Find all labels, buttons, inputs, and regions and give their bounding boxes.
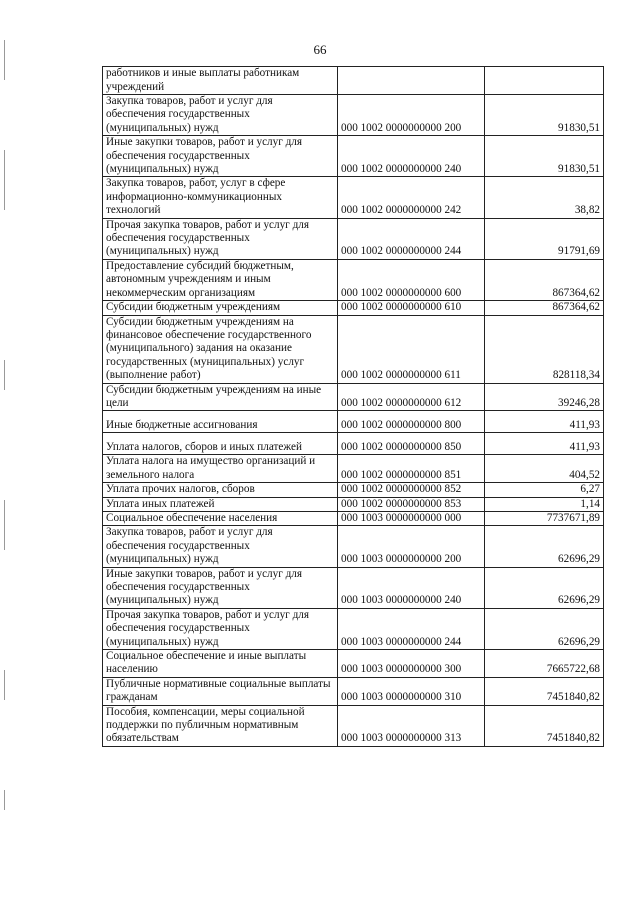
row-amount: 38,82 xyxy=(485,177,604,218)
table-row xyxy=(103,677,604,705)
table-row xyxy=(103,567,604,608)
row-code: 000 1002 0000000000 600 xyxy=(338,259,485,300)
table-row xyxy=(103,455,604,483)
table-row xyxy=(103,483,604,497)
table-row xyxy=(103,177,604,218)
row-amount: 7451840,82 xyxy=(485,677,604,705)
row-code: 000 1003 0000000000 300 xyxy=(338,650,485,678)
table-row xyxy=(103,315,604,383)
row-code: 000 1002 0000000000 242 xyxy=(338,177,485,218)
row-amount: 404,52 xyxy=(485,455,604,483)
row-amount: 7451840,82 xyxy=(485,705,604,746)
row-name: Уплата налогов, сборов и иных платежей xyxy=(103,433,338,455)
budget-table xyxy=(102,66,604,747)
row-code: 000 1003 0000000000 244 xyxy=(338,608,485,649)
row-amount: 62696,29 xyxy=(485,526,604,567)
row-name: Социальное обеспечение населения xyxy=(103,511,338,525)
row-name: Иные закупки товаров, работ и услуг для обеспечения государственных (муниципальных) нужд xyxy=(103,136,338,177)
table-row xyxy=(103,67,604,95)
row-name: Публичные нормативные социальные выплаты гражданам xyxy=(103,677,338,705)
row-amount xyxy=(485,67,604,95)
row-amount: 62696,29 xyxy=(485,608,604,649)
row-code: 000 1003 0000000000 200 xyxy=(338,526,485,567)
table-row xyxy=(103,259,604,300)
row-name: Субсидии бюджетным учреждениям на финансовое обеспечение государственного (муниципального) задания на оказание государственных (муниципальных) услуг (выполнение работ) xyxy=(103,315,338,383)
row-name: Прочая закупка товаров, работ и услуг для обеспечения государственных (муниципальных) нужд xyxy=(103,608,338,649)
table-row xyxy=(103,608,604,649)
row-amount: 39246,28 xyxy=(485,383,604,411)
budget-table-body xyxy=(103,67,604,747)
scan-margin-marks xyxy=(4,30,8,830)
row-code: 000 1002 0000000000 800 xyxy=(338,411,485,433)
row-code: 000 1002 0000000000 612 xyxy=(338,383,485,411)
table-row xyxy=(103,301,604,315)
table-row xyxy=(103,497,604,511)
row-amount: 411,93 xyxy=(485,433,604,455)
row-amount: 91830,51 xyxy=(485,95,604,136)
row-code: 000 1002 0000000000 850 xyxy=(338,433,485,455)
row-code: 000 1003 0000000000 313 xyxy=(338,705,485,746)
row-amount: 91830,51 xyxy=(485,136,604,177)
row-name: Предоставление субсидий бюджетным, автономным учреждениям и иным некоммерческим организациям xyxy=(103,259,338,300)
row-name: Закупка товаров, работ и услуг для обеспечения государственных (муниципальных) нужд xyxy=(103,95,338,136)
row-name: Уплата прочих налогов, сборов xyxy=(103,483,338,497)
row-amount: 7665722,68 xyxy=(485,650,604,678)
table-row xyxy=(103,383,604,411)
row-name: Иные закупки товаров, работ и услуг для обеспечения государственных (муниципальных) нужд xyxy=(103,567,338,608)
row-amount: 867364,62 xyxy=(485,301,604,315)
row-amount: 91791,69 xyxy=(485,218,604,259)
row-name: Субсидии бюджетным учреждениям xyxy=(103,301,338,315)
row-name: Прочая закупка товаров, работ и услуг для обеспечения государственных (муниципальных) нужд xyxy=(103,218,338,259)
row-name: Социальное обеспечение и иные выплаты населению xyxy=(103,650,338,678)
row-name: Пособия, компенсации, меры социальной поддержки по публичным нормативным обязательствам xyxy=(103,705,338,746)
row-code: 000 1003 0000000000 240 xyxy=(338,567,485,608)
table-row xyxy=(103,511,604,525)
row-code xyxy=(338,67,485,95)
table-row xyxy=(103,650,604,678)
row-code: 000 1002 0000000000 611 xyxy=(338,315,485,383)
table-row xyxy=(103,218,604,259)
row-name: Иные бюджетные ассигнования xyxy=(103,411,338,433)
row-code: 000 1002 0000000000 200 xyxy=(338,95,485,136)
row-code: 000 1002 0000000000 851 xyxy=(338,455,485,483)
row-amount: 867364,62 xyxy=(485,259,604,300)
row-name: Закупка товаров, работ и услуг для обеспечения государственных (муниципальных) нужд xyxy=(103,526,338,567)
table-row xyxy=(103,411,604,433)
row-amount: 1,14 xyxy=(485,497,604,511)
row-code: 000 1002 0000000000 610 xyxy=(338,301,485,315)
row-amount: 7737671,89 xyxy=(485,511,604,525)
row-amount: 828118,34 xyxy=(485,315,604,383)
table-row xyxy=(103,136,604,177)
row-name: Закупка товаров, работ, услуг в сфере информационно-коммуникационных технологий xyxy=(103,177,338,218)
row-name: Уплата налога на имущество организаций и земельного налога xyxy=(103,455,338,483)
row-amount: 411,93 xyxy=(485,411,604,433)
row-name: Уплата иных платежей xyxy=(103,497,338,511)
row-name: Субсидии бюджетным учреждениям на иные цели xyxy=(103,383,338,411)
row-code: 000 1002 0000000000 852 xyxy=(338,483,485,497)
row-code: 000 1002 0000000000 244 xyxy=(338,218,485,259)
row-code: 000 1003 0000000000 000 xyxy=(338,511,485,525)
row-amount: 6,27 xyxy=(485,483,604,497)
table-row xyxy=(103,95,604,136)
table-row xyxy=(103,705,604,746)
row-amount: 62696,29 xyxy=(485,567,604,608)
row-name: работников и иные выплаты работникам учреждений xyxy=(103,67,338,95)
table-row xyxy=(103,526,604,567)
row-code: 000 1003 0000000000 310 xyxy=(338,677,485,705)
page-number: 66 xyxy=(313,42,327,57)
row-code: 000 1002 0000000000 853 xyxy=(338,497,485,511)
row-code: 000 1002 0000000000 240 xyxy=(338,136,485,177)
table-row xyxy=(103,433,604,455)
